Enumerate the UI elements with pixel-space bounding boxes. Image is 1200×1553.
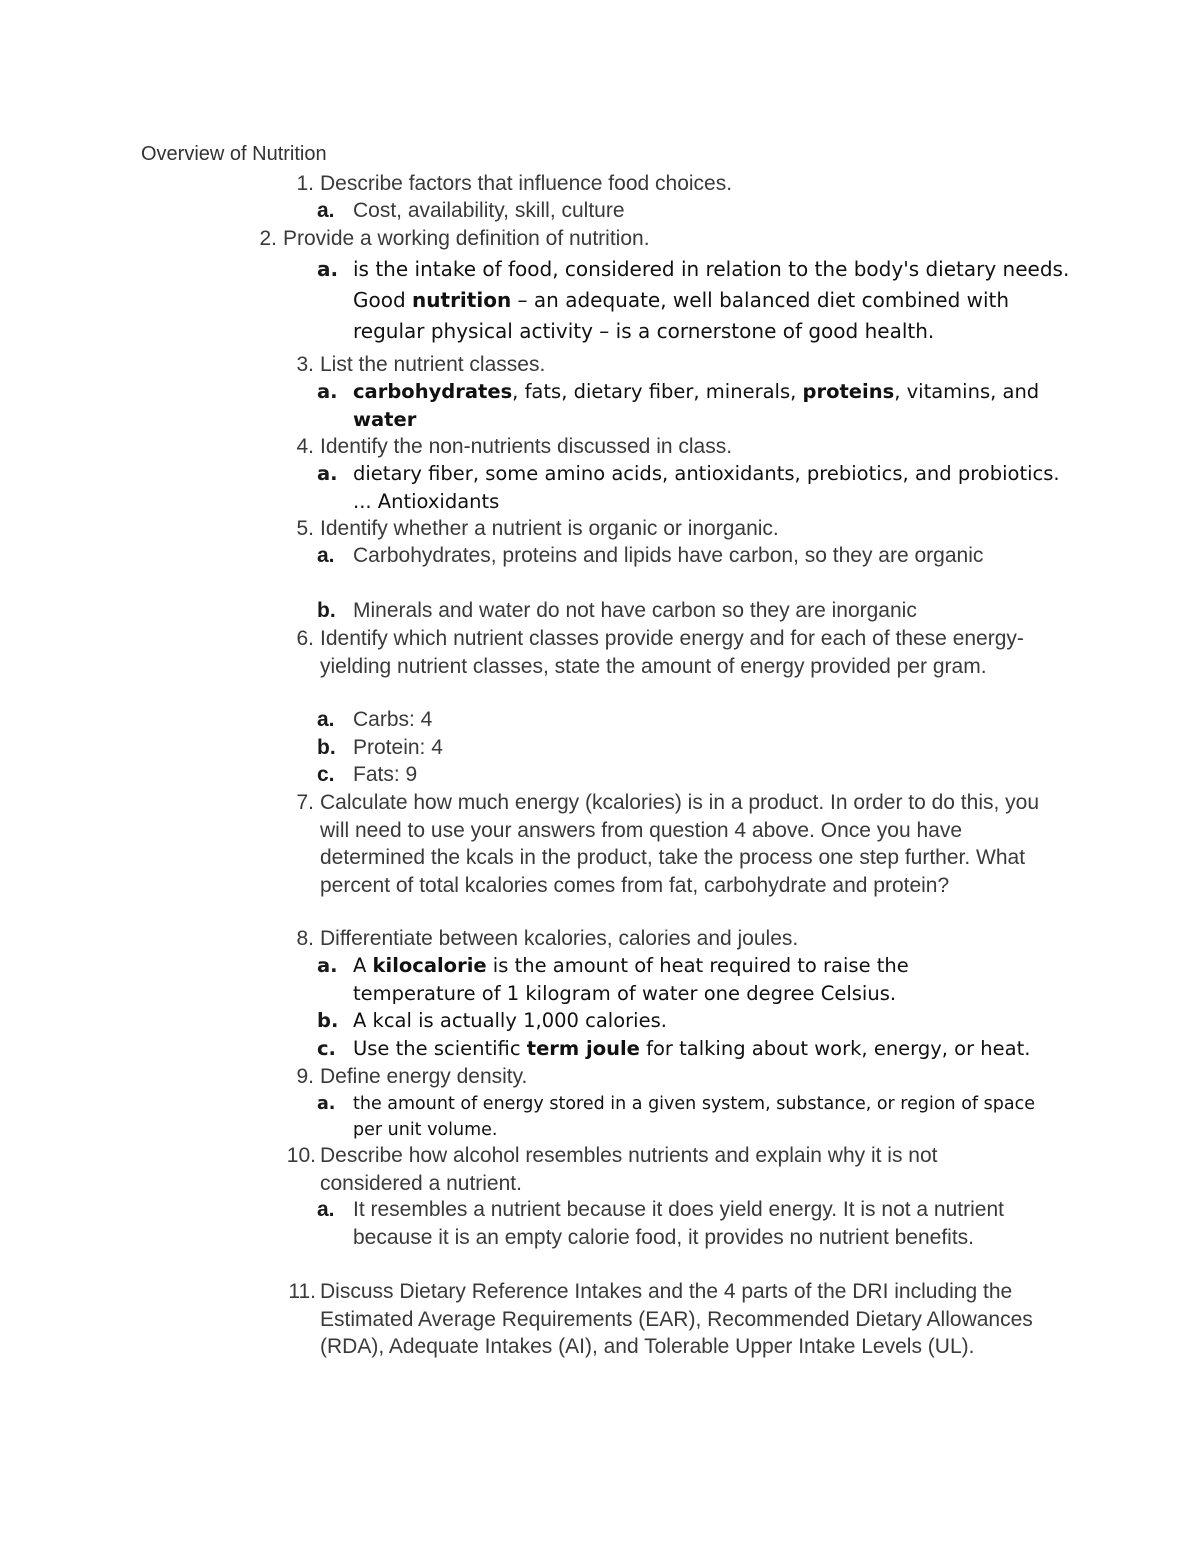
answer-text: Carbohydrates, proteins and lipids have carbon, so they are organic [353,544,984,567]
answer-text: A [353,954,373,977]
answer-text: for talking about work, energy, or heat. [639,1037,1031,1060]
answer-4a [317,460,1073,515]
question-number: 10. [286,1144,316,1167]
question-text: Describe how alcohol resembles nutrients and explain why it is not considered a nutrient. [320,1144,938,1195]
answer-letter: a. [317,1094,336,1114]
answer-6c [317,761,1073,789]
answer-text: Use the scientific [353,1037,527,1060]
question-number: 8. [296,927,314,950]
answer-text: It resembles a nutrient because it does yield energy. It is not a nutrient because it is an empty calorie food, it provides no nutrient benefits. [353,1198,1004,1249]
document-title: Overview of Nutrition [141,143,327,165]
answer-bold-term: kilocalorie [372,954,487,977]
answer-text: , vitamins, and [894,380,1040,403]
question-9 [296,1063,1080,1091]
question-text: Differentiate between kcalories, calories and joules. [320,927,799,950]
answer-6b [317,734,1073,762]
answer-8c [317,1035,1093,1063]
answer-letter: a. [317,708,335,731]
answer-letter: a. [317,380,338,403]
question-text: Calculate how much energy (kcalories) is in a product. In order to do this, you will need to use your answers from question 4 above. Once you have determined the kcals in the product, take the process one step further. What percent of total kcalories comes from fat, carbohydrate and protein? [320,791,1040,897]
answer-1a [317,197,1073,225]
answer-text: Carbs: 4 [353,708,433,731]
question-number: 11. [288,1280,316,1303]
answer-bold-term: carbohydrates [353,380,513,403]
question-1 [296,170,1080,198]
answer-text: Protein: 4 [353,736,443,759]
answer-letter: a. [317,544,335,567]
answer-8b [317,1007,1073,1035]
answer-letter: b. [317,1009,339,1032]
question-number: 7. [296,791,314,814]
answer-text: Cost, availability, skill, culture [353,199,625,222]
answer-text: is the amount of heat required to raise the temperature of 1 kilogram of water one degree Celsius. [353,954,909,1005]
answer-text: the amount of energy stored in a given system, substance, or region of space per unit volume. [353,1094,1035,1140]
question-number: 2. [259,227,277,250]
answer-5b [317,597,1073,625]
answer-letter: a. [317,954,338,977]
answer-2a [317,254,1073,347]
question-text: List the nutrient classes. [320,353,546,376]
answer-text: Minerals and water do not have carbon so they are inorganic [353,599,917,622]
question-number: 6. [296,627,314,650]
answer-bold-term: term joule [526,1037,640,1060]
answer-letter: c. [317,1037,336,1060]
question-text: Define energy density. [320,1065,528,1088]
question-8 [296,925,1080,953]
question-6 [296,625,1080,680]
answer-letter: a. [317,199,335,222]
question-11 [288,1278,1060,1361]
question-4 [296,433,1080,461]
answer-5a [317,542,1073,570]
question-number: 9. [296,1065,314,1088]
answer-text: , fats, dietary fiber, minerals, [512,380,803,403]
question-text: Provide a working definition of nutrition. [283,227,650,250]
answer-6a [317,706,1073,734]
question-7 [296,789,1065,899]
answer-9a [317,1091,1043,1143]
question-text: Identify which nutrient classes provide energy and for each of these energy-yielding nutrient classes, state the amount of energy provided per gram. [320,627,1024,678]
answer-text: Fats: 9 [353,763,418,786]
question-number: 4. [296,435,314,458]
answer-letter: a. [317,1198,335,1221]
question-10 [286,1142,1020,1197]
answer-letter: a. [317,462,338,485]
answer-text: A kcal is actually 1,000 calories. [353,1009,667,1032]
answer-10a [317,1196,1053,1251]
answer-bold-term: water [353,407,417,431]
answer-3a [317,378,1073,433]
answer-letter: c. [317,763,335,786]
question-5 [296,515,1080,543]
answer-text: is the intake of food, considered in relation to the body's dietary needs. Good [353,257,1070,312]
answer-bold-term: proteins [802,380,895,403]
question-text: Describe factors that influence food choices. [320,172,733,195]
answer-8a [317,952,953,1007]
answer-letter: a. [317,257,339,281]
question-3 [296,351,1080,379]
question-text: Identify the non-nutrients discussed in class. [320,435,733,458]
question-2 [259,225,1043,253]
answer-text: – an adequate, well balanced diet combined with regular physical activity – is a cornerstone of good health. [353,288,1010,343]
question-text: Discuss Dietary Reference Intakes and the 4 parts of the DRI including the Estimated Average Requirements (EAR), Recommended Dietary Allowances (RDA), Adequate Intakes (AI), and Tolerable Upper Intake Levels (UL). [320,1280,1033,1358]
answer-text: dietary fiber, some amino acids, antioxidants, prebiotics, and probiotics. ... Antioxidants [353,462,1060,513]
answer-bold-term: nutrition [412,288,512,312]
answer-letter: b. [317,736,336,759]
question-number: 1. [296,172,314,195]
question-number: 3. [296,353,314,376]
question-number: 5. [296,517,314,540]
answer-letter: b. [317,599,336,622]
question-text: Identify whether a nutrient is organic or inorganic. [320,517,779,540]
